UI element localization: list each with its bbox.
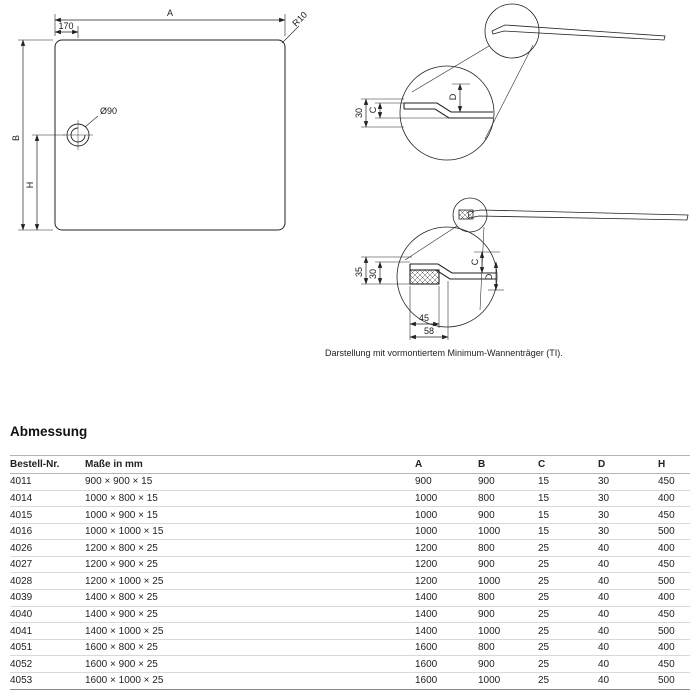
dim-label-h: H bbox=[25, 181, 35, 189]
cell-bestell-nr: 4016 bbox=[10, 523, 85, 540]
cell-bestell-nr: 4051 bbox=[10, 639, 85, 656]
section-title: Abmessung bbox=[10, 424, 88, 439]
cell-c: 25 bbox=[538, 573, 598, 590]
cell-masse-in-mm: 1600 × 900 × 25 bbox=[85, 656, 415, 673]
dim-label-58: 58 bbox=[423, 326, 435, 336]
table-row bbox=[10, 490, 690, 507]
table-row bbox=[10, 540, 690, 557]
cell-a: 1000 bbox=[415, 523, 478, 540]
cell-a: 1000 bbox=[415, 507, 478, 524]
dim-label-d-plain: D bbox=[448, 93, 458, 101]
carrier-block-small bbox=[459, 210, 473, 219]
cell-b: 1000 bbox=[478, 623, 538, 640]
table-row bbox=[10, 606, 690, 623]
cell-masse-in-mm: 1000 × 900 × 15 bbox=[85, 507, 415, 524]
cell-a: 1200 bbox=[415, 556, 478, 573]
cell-h: 400 bbox=[658, 540, 690, 557]
dimension-table-section bbox=[10, 424, 690, 690]
dim-label-30-carrier: 30 bbox=[368, 268, 378, 280]
cell-c: 25 bbox=[538, 656, 598, 673]
tray-profile-small bbox=[492, 25, 665, 40]
section-plain-drawing bbox=[361, 4, 665, 160]
col-header-bestell-nr: Bestell-Nr. bbox=[10, 456, 85, 474]
cell-h: 450 bbox=[658, 474, 690, 491]
cell-h: 450 bbox=[658, 606, 690, 623]
col-header-b: B bbox=[478, 456, 538, 474]
table-row bbox=[10, 672, 690, 689]
drain-circle bbox=[63, 120, 93, 150]
cell-d: 30 bbox=[598, 507, 658, 524]
dimension-table-head bbox=[10, 456, 690, 474]
col-header-masse: Maße in mm bbox=[85, 456, 415, 474]
cell-c: 15 bbox=[538, 523, 598, 540]
dim-label-r10: R10 bbox=[290, 9, 310, 29]
dim-30-carrier bbox=[375, 262, 410, 284]
cell-a: 1200 bbox=[415, 540, 478, 557]
cell-h: 450 bbox=[658, 556, 690, 573]
cell-b: 800 bbox=[478, 490, 538, 507]
cell-bestell-nr: 4026 bbox=[10, 540, 85, 557]
magnified-section-plain bbox=[404, 103, 493, 118]
dimension-table bbox=[10, 455, 690, 690]
drain-leader-line bbox=[85, 116, 98, 127]
cell-c: 25 bbox=[538, 540, 598, 557]
cell-h: 500 bbox=[658, 623, 690, 640]
cell-a: 1000 bbox=[415, 490, 478, 507]
cell-bestell-nr: 4039 bbox=[10, 590, 85, 607]
cell-masse-in-mm: 1600 × 800 × 25 bbox=[85, 639, 415, 656]
cell-c: 25 bbox=[538, 672, 598, 689]
plan-view-drawing bbox=[18, 14, 299, 230]
carrier-block-large bbox=[410, 270, 439, 284]
cell-c: 15 bbox=[538, 490, 598, 507]
cell-b: 800 bbox=[478, 540, 538, 557]
cell-h: 400 bbox=[658, 490, 690, 507]
table-row bbox=[10, 556, 690, 573]
dim-label-30-plain: 30 bbox=[354, 107, 364, 119]
cell-masse-in-mm: 1000 × 1000 × 15 bbox=[85, 523, 415, 540]
cell-h: 450 bbox=[658, 507, 690, 524]
cell-d: 30 bbox=[598, 523, 658, 540]
cell-h: 500 bbox=[658, 573, 690, 590]
cell-a: 1400 bbox=[415, 623, 478, 640]
cell-d: 40 bbox=[598, 623, 658, 640]
cell-masse-in-mm: 1600 × 1000 × 25 bbox=[85, 672, 415, 689]
dim-label-d-carrier: D bbox=[484, 273, 494, 281]
cell-masse-in-mm: 1400 × 1000 × 25 bbox=[85, 623, 415, 640]
cell-d: 40 bbox=[598, 606, 658, 623]
cell-b: 900 bbox=[478, 656, 538, 673]
col-header-d: D bbox=[598, 456, 658, 474]
dimension-table-body bbox=[10, 474, 690, 690]
cell-bestell-nr: 4027 bbox=[10, 556, 85, 573]
cell-masse-in-mm: 1200 × 1000 × 25 bbox=[85, 573, 415, 590]
cell-a: 1600 bbox=[415, 672, 478, 689]
col-header-c: C bbox=[538, 456, 598, 474]
cell-h: 400 bbox=[658, 639, 690, 656]
cell-b: 1000 bbox=[478, 523, 538, 540]
col-header-h: H bbox=[658, 456, 690, 474]
cell-a: 1200 bbox=[415, 573, 478, 590]
cell-c: 15 bbox=[538, 474, 598, 491]
cell-d: 40 bbox=[598, 656, 658, 673]
table-row bbox=[10, 639, 690, 656]
cell-masse-in-mm: 1400 × 900 × 25 bbox=[85, 606, 415, 623]
table-row bbox=[10, 507, 690, 524]
cell-h: 500 bbox=[658, 523, 690, 540]
cell-c: 25 bbox=[538, 556, 598, 573]
cell-h: 500 bbox=[658, 672, 690, 689]
cell-d: 40 bbox=[598, 540, 658, 557]
section-carrier-drawing bbox=[361, 198, 688, 340]
dim-label-45: 45 bbox=[418, 313, 430, 323]
dim-h bbox=[32, 135, 65, 230]
cell-b: 900 bbox=[478, 507, 538, 524]
cell-d: 40 bbox=[598, 590, 658, 607]
cell-d: 40 bbox=[598, 639, 658, 656]
cell-d: 40 bbox=[598, 672, 658, 689]
cell-b: 1000 bbox=[478, 672, 538, 689]
cell-masse-in-mm: 900 × 900 × 15 bbox=[85, 474, 415, 491]
cell-h: 450 bbox=[658, 656, 690, 673]
table-row bbox=[10, 474, 690, 491]
cell-bestell-nr: 4040 bbox=[10, 606, 85, 623]
dim-label-c-plain: C bbox=[368, 106, 378, 114]
cell-c: 25 bbox=[538, 590, 598, 607]
dim-label-35-carrier: 35 bbox=[354, 266, 364, 278]
detail-circle-large bbox=[400, 66, 494, 160]
col-header-a: A bbox=[415, 456, 478, 474]
cell-bestell-nr: 4014 bbox=[10, 490, 85, 507]
dim-label-c-carrier: C bbox=[470, 258, 480, 266]
cell-masse-in-mm: 1400 × 800 × 25 bbox=[85, 590, 415, 607]
cell-b: 800 bbox=[478, 590, 538, 607]
cell-masse-in-mm: 1200 × 900 × 25 bbox=[85, 556, 415, 573]
cell-b: 900 bbox=[478, 474, 538, 491]
cell-d: 30 bbox=[598, 490, 658, 507]
table-row bbox=[10, 590, 690, 607]
cell-bestell-nr: 4052 bbox=[10, 656, 85, 673]
cell-masse-in-mm: 1000 × 800 × 15 bbox=[85, 490, 415, 507]
dim-label-drain-diameter: Ø90 bbox=[100, 106, 118, 116]
dim-label-b: B bbox=[11, 134, 21, 142]
tray-profile-small-carrier bbox=[468, 210, 688, 220]
cell-b: 1000 bbox=[478, 573, 538, 590]
cell-d: 30 bbox=[598, 474, 658, 491]
cell-h: 400 bbox=[658, 590, 690, 607]
cell-b: 900 bbox=[478, 606, 538, 623]
cell-bestell-nr: 4015 bbox=[10, 507, 85, 524]
cell-bestell-nr: 4041 bbox=[10, 623, 85, 640]
cell-a: 1400 bbox=[415, 606, 478, 623]
cell-c: 25 bbox=[538, 639, 598, 656]
cell-bestell-nr: 4028 bbox=[10, 573, 85, 590]
cell-b: 800 bbox=[478, 639, 538, 656]
cell-a: 900 bbox=[415, 474, 478, 491]
dim-label-170: 170 bbox=[58, 21, 74, 31]
cell-a: 1400 bbox=[415, 590, 478, 607]
cell-b: 900 bbox=[478, 556, 538, 573]
cell-a: 1600 bbox=[415, 639, 478, 656]
cell-a: 1600 bbox=[415, 656, 478, 673]
drawing-caption: Darstellung mit vormontiertem Minimum-Wannenträger (TI). bbox=[325, 348, 563, 358]
cell-c: 25 bbox=[538, 606, 598, 623]
cell-bestell-nr: 4053 bbox=[10, 672, 85, 689]
cell-d: 40 bbox=[598, 573, 658, 590]
table-header-row bbox=[10, 456, 690, 474]
table-row bbox=[10, 656, 690, 673]
table-row bbox=[10, 573, 690, 590]
cell-bestell-nr: 4011 bbox=[10, 474, 85, 491]
cell-masse-in-mm: 1200 × 800 × 25 bbox=[85, 540, 415, 557]
table-row bbox=[10, 523, 690, 540]
table-row bbox=[10, 623, 690, 640]
cell-d: 40 bbox=[598, 556, 658, 573]
cell-c: 15 bbox=[538, 507, 598, 524]
dim-label-a: A bbox=[166, 8, 174, 18]
cell-c: 25 bbox=[538, 623, 598, 640]
